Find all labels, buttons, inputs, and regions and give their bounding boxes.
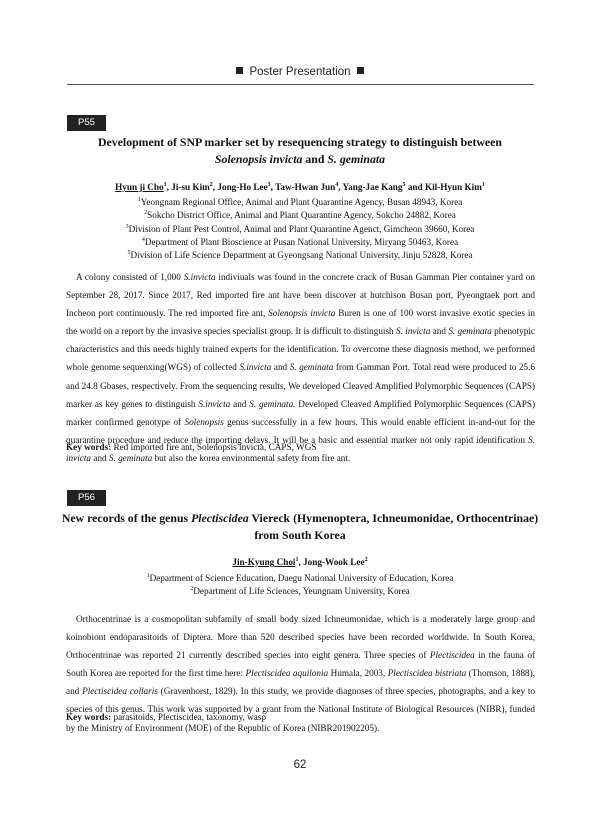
p55-author-sup: 3 xyxy=(267,181,271,188)
header-rule xyxy=(67,84,534,85)
p56-author-sup: 1 xyxy=(295,556,299,563)
p55-affiliation: $^4$Department of Plant Bioscience at Pusan National University, Miryang 50463, Korea xyxy=(141,236,459,247)
poster-badge-p56: P56 xyxy=(67,490,106,506)
p55-author-sup: 1 xyxy=(163,181,167,188)
running-header xyxy=(0,66,600,78)
p55-abstract: A colony consisted of 1,000 S.invicta indiviuals was found in the concrete crack of Busan Gamman Pier container yard on September 28, 2017. Since 2017, Red imported fire ant have been discover at hutchison Busan port, Pyeongtaek port and Incheon port continuously. The red imported fire ant, Solenopsis invicta Buren is one of 100 worst invasive exotic species in the world on a report by the invasive species specialist group. It is difficult to distinguish S. invicta and S. geminata phenotypic characteristics and this needs highly trained experts for the identification. To overcome these diagnosis method, we performed whole genome sequenxing(WGS) of collected S.invicta and S. geminata from Gamman Port. Total read were produced to 25.6 and 24.8 Gbases, respectively. From the sequencing results, We developed Cleaved Amplified Polymorphic Sequences (CAPS) marker as key genes to distinguish S.invicta and S. geminata. Developed Cleaved Amplified Polymorphic Sequences (CAPS) marker confirmed genotype of Solenopsis genus successfully in a few hours. This would enable efficient in-and-out for the quarantine procedure and reduce the importing delays. It will be a basic and essential marker not only rapid identification S. invicta and S. geminata but also the korea environmental safety from fire ant. xyxy=(66,272,536,463)
p56-affiliation: $^1$Department of Science Education, Daegu National University of Education, Korea xyxy=(146,572,454,583)
p56-affiliations xyxy=(60,572,540,599)
p55-author-sup: 4 xyxy=(335,181,339,188)
p55-title-line1: Development of SNP marker set by resequencing strategy to distinguish between xyxy=(98,135,502,149)
p55-authors: Hyun ji Cho$^1$, Ji-su Kim$^2$, Jong-Ho Lee$^3$, Taw-Hwan Jun$^4$, Yang-Jae Kang$^5$ and Kil-Hyun Kim$^1$ xyxy=(115,181,485,192)
p55-affiliations xyxy=(60,196,540,262)
p56-author-sup: 2 xyxy=(364,556,368,563)
p55-species2: S. geminata xyxy=(327,152,386,166)
p55-keywords-label: Key words: xyxy=(66,442,112,452)
p55-author-name: Jong-Ho Lee xyxy=(217,182,268,192)
p55-author-name: Kil-Hyun Kim xyxy=(424,182,482,192)
p55-affiliation: $^5$Division of Life Science Department at Gyeongsang National University, Jinju 52828, Korea xyxy=(127,250,473,261)
p55-author-name: Taw-Hwan Jun xyxy=(275,182,336,192)
p56-abstract: Orthocentrinae is a cosmopolitan subfamily of small body sized Ichneumonidae, which is a moderately large group and koinobiont endoparasitoids of Diptera. More than 520 described species have been recorded worldwide. In South Korea, Orthocentrinae was reported 21 currently described species into eight genera. Three species of Plectiscidea in the fauna of South Korea are reported for the first time here: Plectiscidea aquilonia Humala, 2003, Plectiscidea bistriata (Thomson, 1888), and Plectiscidea collaris (Gravenhorst, 1829). In this study, we provide diagnoses of three species, photographs, and a key to species of this genus. This work was supported by a grant from the National Institute of Biological Resources (NIBR), funded by the Ministry of Environment (MOE) of the Republic of Korea (NIBR201902205). xyxy=(66,614,536,733)
p55-affiliation: $^3$Division of Plant Pest Control, Animal and Plant Quarantine Agenct, Gimcheon 39660, Korea xyxy=(125,223,475,234)
page-number: 62 xyxy=(293,759,307,771)
p55-title xyxy=(60,134,540,168)
square-bullet-icon xyxy=(236,67,243,74)
p56-keywords-label: Key words: xyxy=(66,712,112,722)
p55-affiliation: $^2$Sokcho District Office, Animal and Plant Quarantine Agency, Sokcho 24882, Korea xyxy=(144,210,456,221)
p55-and: and xyxy=(305,152,325,166)
p55-keywords-text: Red imported fire ant, Solenopsis invicta, CAPS, WGS xyxy=(113,442,317,452)
p56-author-name: Jong-Wook Lee xyxy=(303,557,365,567)
p56-title-line2: from South Korea xyxy=(254,528,346,542)
p55-author-sup: 1 xyxy=(481,181,485,188)
p55-title-line2 xyxy=(60,151,540,168)
p56-title-line1: New records of the genus Plectiscidea Viereck (Hymenoptera, Ichneumonidae, Orthocentrinae) xyxy=(61,511,539,525)
header-title: Poster Presentation xyxy=(249,66,351,78)
p56-genus: Plectiscidea xyxy=(191,511,249,525)
p55-author-sup: 2 xyxy=(209,181,213,188)
p55-author-sup: 5 xyxy=(402,181,406,188)
p56-affiliation: $^2$Department of Life Sciences, Yeungnam University, Korea xyxy=(190,586,410,597)
p55-species1: Solenopsis invicta xyxy=(214,152,303,166)
p55-author-name: Hyun ji Cho xyxy=(115,182,164,192)
p55-author-name: Ji-su Kim xyxy=(171,182,210,192)
p56-author-name: Jin-Kyung Choi xyxy=(232,557,296,567)
p55-affiliation: $^1$Yeongnam Regional Office, Animal and Plant Quarantine Agency, Busan 48943, Korea xyxy=(137,196,463,207)
p56-keywords xyxy=(66,712,535,722)
p55-keywords xyxy=(66,442,535,452)
p55-author-name: Yang-Jae Kang xyxy=(342,182,403,192)
square-bullet-icon xyxy=(357,67,364,74)
p56-authors: Jin-Kyung Choi$^1$, Jong-Wook Lee$^2$ xyxy=(232,556,368,567)
p56-title xyxy=(60,510,540,544)
poster-badge-p55: P55 xyxy=(67,115,106,131)
p56-keywords-text: parasitoids, Plectiscidea, taxonomy, wasp xyxy=(113,712,266,722)
